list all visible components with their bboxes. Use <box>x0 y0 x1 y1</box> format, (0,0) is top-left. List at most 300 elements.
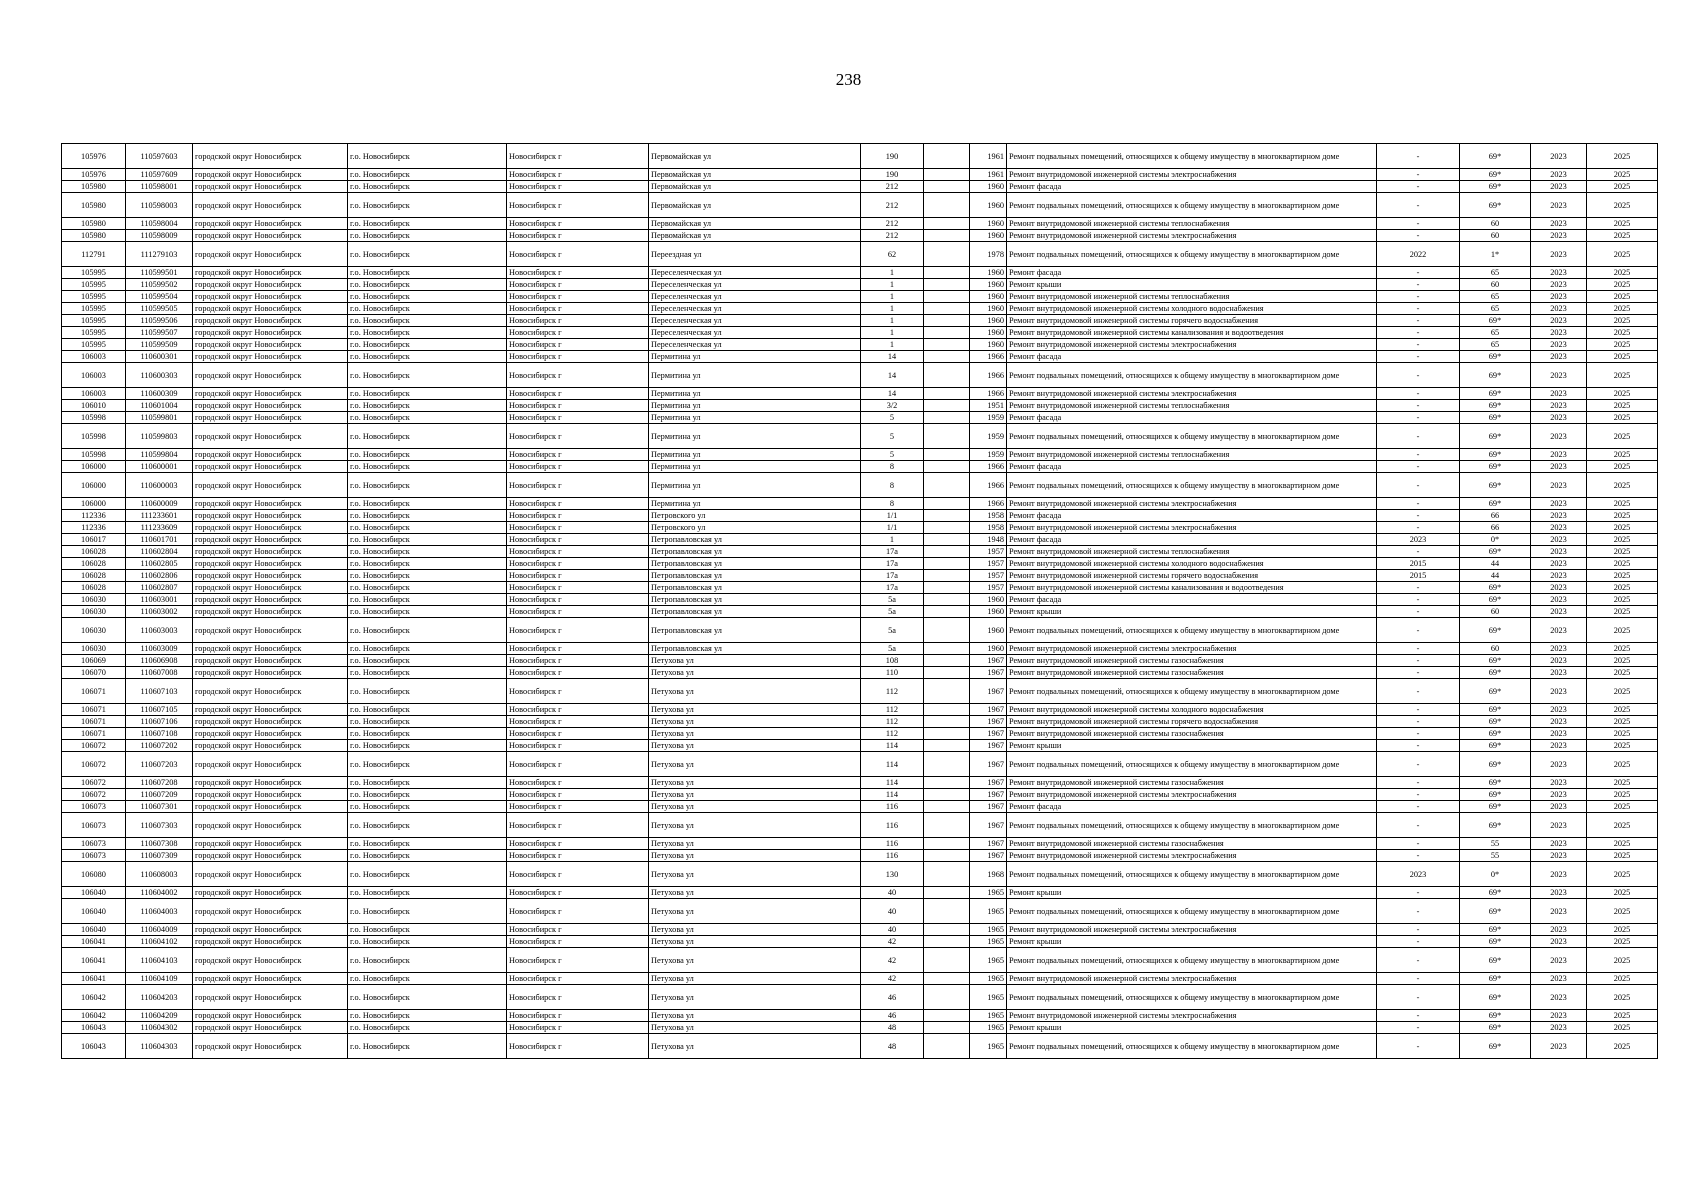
plan-end-cell: 2025 <box>1587 606 1658 618</box>
last-repair-year-cell: - <box>1377 679 1460 704</box>
municipality-cell: городской округ Новосибирск <box>193 704 348 716</box>
last-repair-year-cell: 2015 <box>1377 558 1460 570</box>
house-number-cell: 5 <box>861 412 924 424</box>
plan-end-cell: 2025 <box>1587 534 1658 546</box>
wear-percent-cell: 69* <box>1460 801 1531 813</box>
city-cell: Новосибирск г <box>507 449 649 461</box>
plan-start-cell: 2023 <box>1531 400 1587 412</box>
city-cell: Новосибирск г <box>507 558 649 570</box>
municipality-cell: городской округ Новосибирск <box>193 740 348 752</box>
work-id-cell: 110598009 <box>126 230 193 242</box>
last-repair-year-cell: - <box>1377 740 1460 752</box>
city-cell: Новосибирск г <box>507 351 649 363</box>
municipality-cell: городской округ Новосибирск <box>193 279 348 291</box>
work-id-cell: 110602804 <box>126 546 193 558</box>
street-cell: Первомайская ул <box>649 230 861 242</box>
city-cell: Новосибирск г <box>507 716 649 728</box>
work-id-cell: 110604102 <box>126 936 193 948</box>
table-row <box>62 181 1658 193</box>
plan-start-cell: 2023 <box>1531 606 1587 618</box>
building-cell <box>924 899 970 924</box>
house-id-cell: 106030 <box>62 643 126 655</box>
municipality-cell: городской округ Новосибирск <box>193 838 348 850</box>
house-number-cell: 1 <box>861 534 924 546</box>
city-cell: Новосибирск г <box>507 948 649 973</box>
work-type-cell: Ремонт подвальных помещений, относящихся к общему имуществу в многоквартирном доме <box>1007 985 1377 1010</box>
city-cell: Новосибирск г <box>507 582 649 594</box>
year-built-cell: 1961 <box>970 169 1007 181</box>
house-number-cell: 8 <box>861 473 924 498</box>
municipality-cell: городской округ Новосибирск <box>193 936 348 948</box>
house-number-cell: 17а <box>861 582 924 594</box>
building-cell <box>924 522 970 534</box>
settlement-cell: г.о. Новосибирск <box>348 606 507 618</box>
house-number-cell: 1 <box>861 327 924 339</box>
last-repair-year-cell: - <box>1377 582 1460 594</box>
table-row <box>62 412 1658 424</box>
street-cell: Петропавловская ул <box>649 534 861 546</box>
municipality-cell: городской округ Новосибирск <box>193 534 348 546</box>
street-cell: Переселенческая ул <box>649 267 861 279</box>
street-cell: Петропавловская ул <box>649 570 861 582</box>
plan-start-cell: 2023 <box>1531 291 1587 303</box>
table-row <box>62 716 1658 728</box>
last-repair-year-cell: - <box>1377 291 1460 303</box>
street-cell: Петухова ул <box>649 1022 861 1034</box>
work-id-cell: 110599803 <box>126 424 193 449</box>
house-number-cell: 3/2 <box>861 400 924 412</box>
work-id-cell: 110599801 <box>126 412 193 424</box>
city-cell: Новосибирск г <box>507 400 649 412</box>
city-cell: Новосибирск г <box>507 242 649 267</box>
house-number-cell: 1 <box>861 315 924 327</box>
wear-percent-cell: 69* <box>1460 1034 1531 1059</box>
plan-end-cell: 2025 <box>1587 570 1658 582</box>
house-number-cell: 48 <box>861 1022 924 1034</box>
wear-percent-cell: 69* <box>1460 498 1531 510</box>
work-id-cell: 110599804 <box>126 449 193 461</box>
work-type-cell: Ремонт внутридомовой инженерной системы канализования и водоотведения <box>1007 582 1377 594</box>
wear-percent-cell: 44 <box>1460 558 1531 570</box>
house-number-cell: 116 <box>861 801 924 813</box>
plan-end-cell: 2025 <box>1587 303 1658 315</box>
table-row <box>62 985 1658 1010</box>
house-id-cell: 106070 <box>62 667 126 679</box>
municipality-cell: городской округ Новосибирск <box>193 973 348 985</box>
work-type-cell: Ремонт подвальных помещений, относящихся к общему имуществу в многоквартирном доме <box>1007 193 1377 218</box>
settlement-cell: г.о. Новосибирск <box>348 400 507 412</box>
work-id-cell: 110604009 <box>126 924 193 936</box>
building-cell <box>924 510 970 522</box>
work-id-cell: 110599506 <box>126 315 193 327</box>
settlement-cell: г.о. Новосибирск <box>348 716 507 728</box>
work-type-cell: Ремонт внутридомовой инженерной системы газоснабжения <box>1007 777 1377 789</box>
building-cell <box>924 813 970 838</box>
work-type-cell: Ремонт крыши <box>1007 606 1377 618</box>
table-row <box>62 667 1658 679</box>
plan-end-cell: 2025 <box>1587 144 1658 169</box>
work-type-cell: Ремонт фасада <box>1007 412 1377 424</box>
building-cell <box>924 534 970 546</box>
municipality-cell: городской округ Новосибирск <box>193 1010 348 1022</box>
table-row <box>62 193 1658 218</box>
municipality-cell: городской округ Новосибирск <box>193 777 348 789</box>
wear-percent-cell: 69* <box>1460 144 1531 169</box>
city-cell: Новосибирск г <box>507 1010 649 1022</box>
wear-percent-cell: 1* <box>1460 242 1531 267</box>
wear-percent-cell: 69* <box>1460 936 1531 948</box>
last-repair-year-cell: - <box>1377 936 1460 948</box>
last-repair-year-cell: - <box>1377 181 1460 193</box>
plan-end-cell: 2025 <box>1587 789 1658 801</box>
house-id-cell: 106028 <box>62 582 126 594</box>
building-cell <box>924 752 970 777</box>
work-type-cell: Ремонт фасада <box>1007 534 1377 546</box>
year-built-cell: 1967 <box>970 740 1007 752</box>
house-id-cell: 106073 <box>62 850 126 862</box>
street-cell: Петропавловская ул <box>649 558 861 570</box>
house-id-cell: 106071 <box>62 716 126 728</box>
last-repair-year-cell: - <box>1377 606 1460 618</box>
house-id-cell: 105998 <box>62 449 126 461</box>
building-cell <box>924 449 970 461</box>
wear-percent-cell: 69* <box>1460 400 1531 412</box>
plan-start-cell: 2023 <box>1531 193 1587 218</box>
table-row <box>62 534 1658 546</box>
table-row <box>62 351 1658 363</box>
year-built-cell: 1967 <box>970 850 1007 862</box>
settlement-cell: г.о. Новосибирск <box>348 522 507 534</box>
wear-percent-cell: 65 <box>1460 339 1531 351</box>
street-cell: Петухова ул <box>649 948 861 973</box>
work-id-cell: 110607202 <box>126 740 193 752</box>
settlement-cell: г.о. Новосибирск <box>348 655 507 667</box>
plan-start-cell: 2023 <box>1531 704 1587 716</box>
work-id-cell: 110604003 <box>126 899 193 924</box>
work-type-cell: Ремонт подвальных помещений, относящихся к общему имуществу в многоквартирном доме <box>1007 144 1377 169</box>
year-built-cell: 1957 <box>970 546 1007 558</box>
wear-percent-cell: 60 <box>1460 279 1531 291</box>
municipality-cell: городской округ Новосибирск <box>193 558 348 570</box>
street-cell: Петухова ул <box>649 850 861 862</box>
house-id-cell: 106030 <box>62 594 126 606</box>
house-number-cell: 130 <box>861 862 924 887</box>
wear-percent-cell: 60 <box>1460 606 1531 618</box>
settlement-cell: г.о. Новосибирск <box>348 838 507 850</box>
work-id-cell: 110600003 <box>126 473 193 498</box>
house-id-cell: 105995 <box>62 339 126 351</box>
plan-end-cell: 2025 <box>1587 327 1658 339</box>
work-id-cell: 110600001 <box>126 461 193 473</box>
year-built-cell: 1960 <box>970 218 1007 230</box>
municipality-cell: городской округ Новосибирск <box>193 752 348 777</box>
work-id-cell: 110603002 <box>126 606 193 618</box>
work-type-cell: Ремонт внутридомовой инженерной системы электроснабжения <box>1007 850 1377 862</box>
settlement-cell: г.о. Новосибирск <box>348 948 507 973</box>
city-cell: Новосибирск г <box>507 924 649 936</box>
plan-end-cell: 2025 <box>1587 801 1658 813</box>
work-id-cell: 110607105 <box>126 704 193 716</box>
building-cell <box>924 850 970 862</box>
house-id-cell: 106000 <box>62 473 126 498</box>
plan-start-cell: 2023 <box>1531 181 1587 193</box>
year-built-cell: 1960 <box>970 339 1007 351</box>
last-repair-year-cell: - <box>1377 267 1460 279</box>
plan-end-cell: 2025 <box>1587 740 1658 752</box>
building-cell <box>924 948 970 973</box>
table-row <box>62 740 1658 752</box>
plan-start-cell: 2023 <box>1531 388 1587 400</box>
municipality-cell: городской округ Новосибирск <box>193 303 348 315</box>
table-row <box>62 887 1658 899</box>
plan-start-cell: 2023 <box>1531 1022 1587 1034</box>
city-cell: Новосибирск г <box>507 363 649 388</box>
wear-percent-cell: 69* <box>1460 594 1531 606</box>
work-id-cell: 110601004 <box>126 400 193 412</box>
work-type-cell: Ремонт внутридомовой инженерной системы теплоснабжения <box>1007 546 1377 558</box>
house-number-cell: 5 <box>861 424 924 449</box>
year-built-cell: 1948 <box>970 534 1007 546</box>
wear-percent-cell: 65 <box>1460 291 1531 303</box>
house-id-cell: 105980 <box>62 193 126 218</box>
street-cell: Переселенческая ул <box>649 327 861 339</box>
wear-percent-cell: 69* <box>1460 363 1531 388</box>
street-cell: Петухова ул <box>649 716 861 728</box>
table-row <box>62 679 1658 704</box>
wear-percent-cell: 69* <box>1460 789 1531 801</box>
plan-start-cell: 2023 <box>1531 789 1587 801</box>
plan-end-cell: 2025 <box>1587 267 1658 279</box>
wear-percent-cell: 69* <box>1460 181 1531 193</box>
building-cell <box>924 789 970 801</box>
work-id-cell: 110598003 <box>126 193 193 218</box>
work-id-cell: 110607203 <box>126 752 193 777</box>
house-id-cell: 106071 <box>62 704 126 716</box>
building-cell <box>924 473 970 498</box>
plan-start-cell: 2023 <box>1531 936 1587 948</box>
house-id-cell: 106043 <box>62 1034 126 1059</box>
city-cell: Новосибирск г <box>507 144 649 169</box>
wear-percent-cell: 69* <box>1460 740 1531 752</box>
plan-start-cell: 2023 <box>1531 570 1587 582</box>
house-id-cell: 106003 <box>62 388 126 400</box>
work-type-cell: Ремонт подвальных помещений, относящихся к общему имуществу в многоквартирном доме <box>1007 618 1377 643</box>
house-id-cell: 106003 <box>62 351 126 363</box>
work-id-cell: 110598001 <box>126 181 193 193</box>
wear-percent-cell: 69* <box>1460 388 1531 400</box>
plan-end-cell: 2025 <box>1587 230 1658 242</box>
house-id-cell: 105976 <box>62 169 126 181</box>
municipality-cell: городской округ Новосибирск <box>193 339 348 351</box>
table-row <box>62 522 1658 534</box>
table-row <box>62 570 1658 582</box>
year-built-cell: 1961 <box>970 144 1007 169</box>
settlement-cell: г.о. Новосибирск <box>348 679 507 704</box>
work-id-cell: 110604302 <box>126 1022 193 1034</box>
settlement-cell: г.о. Новосибирск <box>348 315 507 327</box>
plan-start-cell: 2023 <box>1531 339 1587 351</box>
table-row <box>62 449 1658 461</box>
table-row <box>62 924 1658 936</box>
house-id-cell: 106069 <box>62 655 126 667</box>
wear-percent-cell: 65 <box>1460 327 1531 339</box>
year-built-cell: 1960 <box>970 193 1007 218</box>
plan-end-cell: 2025 <box>1587 777 1658 789</box>
plan-end-cell: 2025 <box>1587 752 1658 777</box>
house-id-cell: 112336 <box>62 522 126 534</box>
city-cell: Новосибирск г <box>507 594 649 606</box>
house-number-cell: 1 <box>861 267 924 279</box>
plan-end-cell: 2025 <box>1587 388 1658 400</box>
last-repair-year-cell: - <box>1377 850 1460 862</box>
plan-end-cell: 2025 <box>1587 558 1658 570</box>
work-id-cell: 110607106 <box>126 716 193 728</box>
municipality-cell: городской округ Новосибирск <box>193 144 348 169</box>
table-row <box>62 303 1658 315</box>
municipality-cell: городской округ Новосибирск <box>193 291 348 303</box>
street-cell: Переселенческая ул <box>649 279 861 291</box>
house-id-cell: 106073 <box>62 801 126 813</box>
street-cell: Петухова ул <box>649 924 861 936</box>
year-built-cell: 1967 <box>970 667 1007 679</box>
building-cell <box>924 181 970 193</box>
house-id-cell: 106041 <box>62 973 126 985</box>
work-type-cell: Ремонт внутридомовой инженерной системы газоснабжения <box>1007 838 1377 850</box>
settlement-cell: г.о. Новосибирск <box>348 813 507 838</box>
municipality-cell: городской округ Новосибирск <box>193 327 348 339</box>
municipality-cell: городской округ Новосибирск <box>193 594 348 606</box>
wear-percent-cell: 69* <box>1460 461 1531 473</box>
plan-start-cell: 2023 <box>1531 618 1587 643</box>
settlement-cell: г.о. Новосибирск <box>348 424 507 449</box>
year-built-cell: 1967 <box>970 813 1007 838</box>
building-cell <box>924 801 970 813</box>
wear-percent-cell: 69* <box>1460 948 1531 973</box>
work-type-cell: Ремонт внутридомовой инженерной системы электроснабжения <box>1007 973 1377 985</box>
city-cell: Новосибирск г <box>507 473 649 498</box>
plan-end-cell: 2025 <box>1587 899 1658 924</box>
building-cell <box>924 1034 970 1059</box>
last-repair-year-cell: - <box>1377 351 1460 363</box>
house-number-cell: 5а <box>861 618 924 643</box>
street-cell: Петухова ул <box>649 789 861 801</box>
settlement-cell: г.о. Новосибирск <box>348 327 507 339</box>
building-cell <box>924 315 970 327</box>
wear-percent-cell: 69* <box>1460 412 1531 424</box>
house-id-cell: 105995 <box>62 267 126 279</box>
plan-end-cell: 2025 <box>1587 363 1658 388</box>
settlement-cell: г.о. Новосибирск <box>348 181 507 193</box>
plan-start-cell: 2023 <box>1531 813 1587 838</box>
settlement-cell: г.о. Новосибирск <box>348 1022 507 1034</box>
building-cell <box>924 279 970 291</box>
plan-end-cell: 2025 <box>1587 193 1658 218</box>
repair-schedule-table <box>61 143 1658 1059</box>
city-cell: Новосибирск г <box>507 1022 649 1034</box>
city-cell: Новосибирск г <box>507 887 649 899</box>
year-built-cell: 1966 <box>970 473 1007 498</box>
building-cell <box>924 546 970 558</box>
work-id-cell: 110607303 <box>126 813 193 838</box>
last-repair-year-cell: - <box>1377 716 1460 728</box>
municipality-cell: городской округ Новосибирск <box>193 679 348 704</box>
wear-percent-cell: 55 <box>1460 838 1531 850</box>
settlement-cell: г.о. Новосибирск <box>348 985 507 1010</box>
settlement-cell: г.о. Новосибирск <box>348 1034 507 1059</box>
house-number-cell: 112 <box>861 716 924 728</box>
plan-end-cell: 2025 <box>1587 522 1658 534</box>
municipality-cell: городской округ Новосибирск <box>193 230 348 242</box>
table-row <box>62 267 1658 279</box>
table-row <box>62 899 1658 924</box>
last-repair-year-cell: - <box>1377 169 1460 181</box>
year-built-cell: 1959 <box>970 424 1007 449</box>
year-built-cell: 1960 <box>970 327 1007 339</box>
settlement-cell: г.о. Новосибирск <box>348 558 507 570</box>
plan-end-cell: 2025 <box>1587 412 1658 424</box>
city-cell: Новосибирск г <box>507 655 649 667</box>
house-number-cell: 212 <box>861 181 924 193</box>
settlement-cell: г.о. Новосибирск <box>348 388 507 400</box>
municipality-cell: городской округ Новосибирск <box>193 218 348 230</box>
plan-start-cell: 2023 <box>1531 267 1587 279</box>
settlement-cell: г.о. Новосибирск <box>348 936 507 948</box>
plan-start-cell: 2023 <box>1531 679 1587 704</box>
work-id-cell: 110599501 <box>126 267 193 279</box>
house-id-cell: 106042 <box>62 1010 126 1022</box>
year-built-cell: 1967 <box>970 789 1007 801</box>
last-repair-year-cell: - <box>1377 948 1460 973</box>
house-id-cell: 106073 <box>62 838 126 850</box>
wear-percent-cell: 69* <box>1460 899 1531 924</box>
plan-start-cell: 2023 <box>1531 924 1587 936</box>
plan-start-cell: 2023 <box>1531 546 1587 558</box>
year-built-cell: 1966 <box>970 388 1007 400</box>
house-number-cell: 112 <box>861 704 924 716</box>
city-cell: Новосибирск г <box>507 789 649 801</box>
settlement-cell: г.о. Новосибирск <box>348 1010 507 1022</box>
building-cell <box>924 606 970 618</box>
year-built-cell: 1959 <box>970 412 1007 424</box>
plan-end-cell: 2025 <box>1587 679 1658 704</box>
building-cell <box>924 728 970 740</box>
last-repair-year-cell: - <box>1377 1010 1460 1022</box>
building-cell <box>924 230 970 242</box>
plan-end-cell: 2025 <box>1587 924 1658 936</box>
plan-start-cell: 2023 <box>1531 667 1587 679</box>
plan-end-cell: 2025 <box>1587 862 1658 887</box>
last-repair-year-cell: - <box>1377 279 1460 291</box>
table-row <box>62 1010 1658 1022</box>
city-cell: Новосибирск г <box>507 667 649 679</box>
wear-percent-cell: 55 <box>1460 850 1531 862</box>
wear-percent-cell: 69* <box>1460 813 1531 838</box>
city-cell: Новосибирск г <box>507 461 649 473</box>
street-cell: Петухова ул <box>649 973 861 985</box>
plan-start-cell: 2023 <box>1531 948 1587 973</box>
plan-start-cell: 2023 <box>1531 643 1587 655</box>
house-number-cell: 212 <box>861 193 924 218</box>
city-cell: Новосибирск г <box>507 169 649 181</box>
house-number-cell: 5а <box>861 594 924 606</box>
work-type-cell: Ремонт внутридомовой инженерной системы холодного водоснабжения <box>1007 704 1377 716</box>
municipality-cell: городской округ Новосибирск <box>193 667 348 679</box>
year-built-cell: 1965 <box>970 924 1007 936</box>
settlement-cell: г.о. Новосибирск <box>348 534 507 546</box>
building-cell <box>924 351 970 363</box>
year-built-cell: 1960 <box>970 643 1007 655</box>
work-id-cell: 110597609 <box>126 169 193 181</box>
